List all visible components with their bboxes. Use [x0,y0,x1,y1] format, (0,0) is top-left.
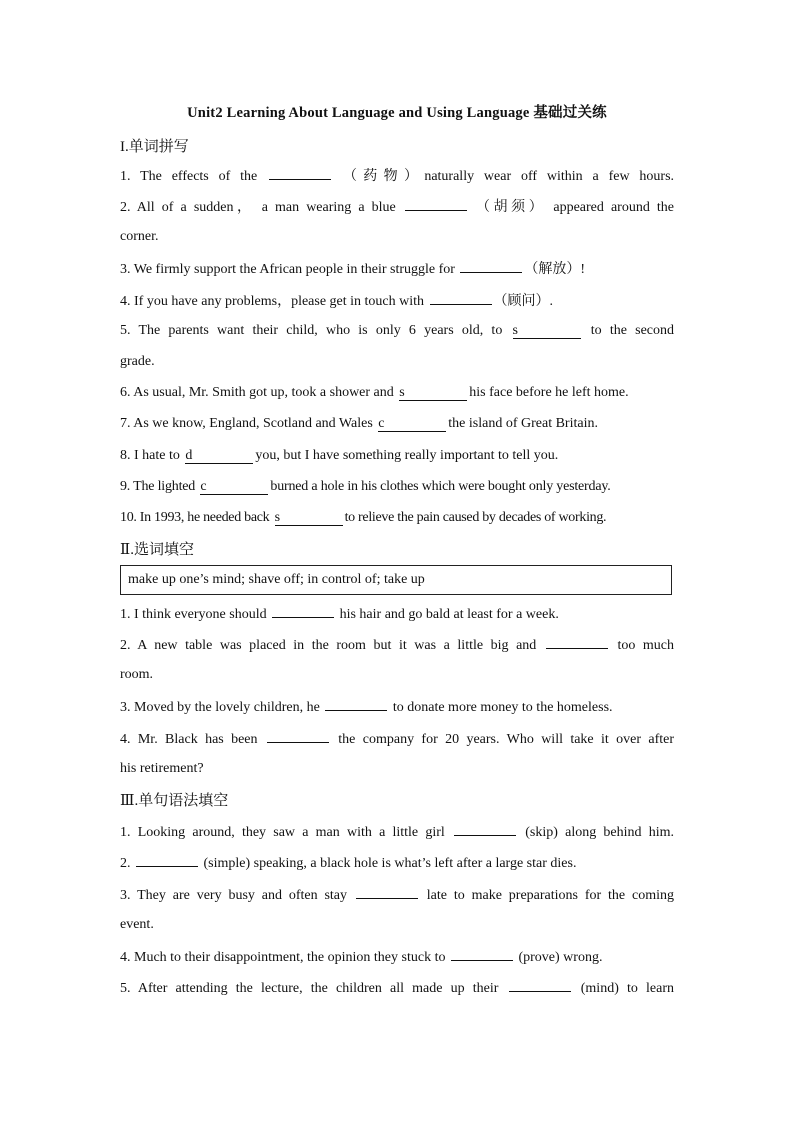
word-choice-question-4: 4. Mr. Black has been the company for 20 years. Who will take it over after [120,728,674,750]
grammar-question-5: 5. After attending the lecture, the children all made up their (mind) to learn [120,977,674,999]
answer-blank[interactable] [451,946,513,961]
word-bank-text: make up one’s mind; shave off; in control of; take up [128,572,425,587]
spelling-question-5: 5. The parents want their child, who is only 6 years old, to s to the second [120,323,674,338]
answer-blank[interactable] [405,196,467,211]
section-heading-spelling: I.单词拼写 [120,139,189,155]
spelling-question-10: 10. In 1993, he needed back s to relieve the pain caused by decades of working. [120,510,607,525]
spelling-question-7: 7. As we know, England, Scotland and Wales c the island of Great Britain. [120,416,598,431]
answer-blank[interactable] [325,696,387,711]
spelling-question-4: 4. If you have any problems，please get in touch with （顾问）. [120,290,674,312]
spelling-question-3: 3. We firmly support the African people in their struggle for （解放）! [120,258,674,280]
grammar-question-4: 4. Much to their disappointment, the opinion they stuck to (prove) wrong. [120,946,674,968]
answer-blank[interactable]: s [275,510,343,526]
answer-blank[interactable]: s [513,323,581,339]
answer-blank[interactable] [546,634,608,649]
answer-blank[interactable] [269,165,331,180]
grammar-question-3-continued: event. [120,917,154,932]
word-choice-question-1: 1. I think everyone should his hair and go bald at least for a week. [120,603,674,625]
answer-blank[interactable] [267,728,329,743]
section-heading-grammar: Ⅲ.单句语法填空 [120,793,229,809]
word-choice-question-4-continued: his retirement? [120,761,204,776]
grammar-question-3: 3. They are very busy and often stay late to make preparations for the coming [120,884,674,906]
answer-blank[interactable]: c [200,479,268,495]
answer-blank[interactable] [136,852,198,867]
page-title: Unit2 Learning About Language and Using Language 基础过关练 [187,105,607,121]
answer-blank[interactable] [356,884,418,899]
spelling-question-6: 6. As usual, Mr. Smith got up, took a shower and s his face before he left home. [120,385,629,400]
answer-blank[interactable]: s [399,385,467,401]
answer-blank[interactable]: d [185,448,253,464]
spelling-question-1: 1. The effects of the （药物）naturally wear off within a few hours. [120,165,674,187]
grammar-question-1: 1. Looking around, they saw a man with a little girl (skip) along behind him. [120,821,674,843]
spelling-question-2-continued: corner. [120,229,159,244]
spelling-question-9: 9. The lighted c burned a hole in his clothes which were bought only yesterday. [120,479,611,494]
answer-blank[interactable] [272,603,334,618]
word-choice-question-2: 2. A new table was placed in the room but it was a little big and too much [120,634,674,656]
word-bank-box [120,565,672,595]
answer-blank[interactable] [460,258,522,273]
answer-blank[interactable]: c [378,416,446,432]
spelling-question-8: 8. I hate to d you, but I have something really important to tell you. [120,448,559,463]
word-choice-question-3: 3. Moved by the lovely children, he to donate more money to the homeless. [120,696,674,718]
answer-blank[interactable] [454,821,516,836]
answer-blank[interactable] [430,290,492,305]
grammar-question-2: 2. (simple) speaking, a black hole is what’s left after a large star dies. [120,852,674,874]
answer-blank[interactable] [509,977,571,992]
spelling-question-2: 2. All of a sudden， a man wearing a blue （胡须） appeared around the [120,196,674,218]
section-heading-word-choice: Ⅱ.选词填空 [120,542,194,558]
spelling-question-5-continued: grade. [120,354,155,369]
word-choice-question-2-continued: room. [120,667,154,682]
